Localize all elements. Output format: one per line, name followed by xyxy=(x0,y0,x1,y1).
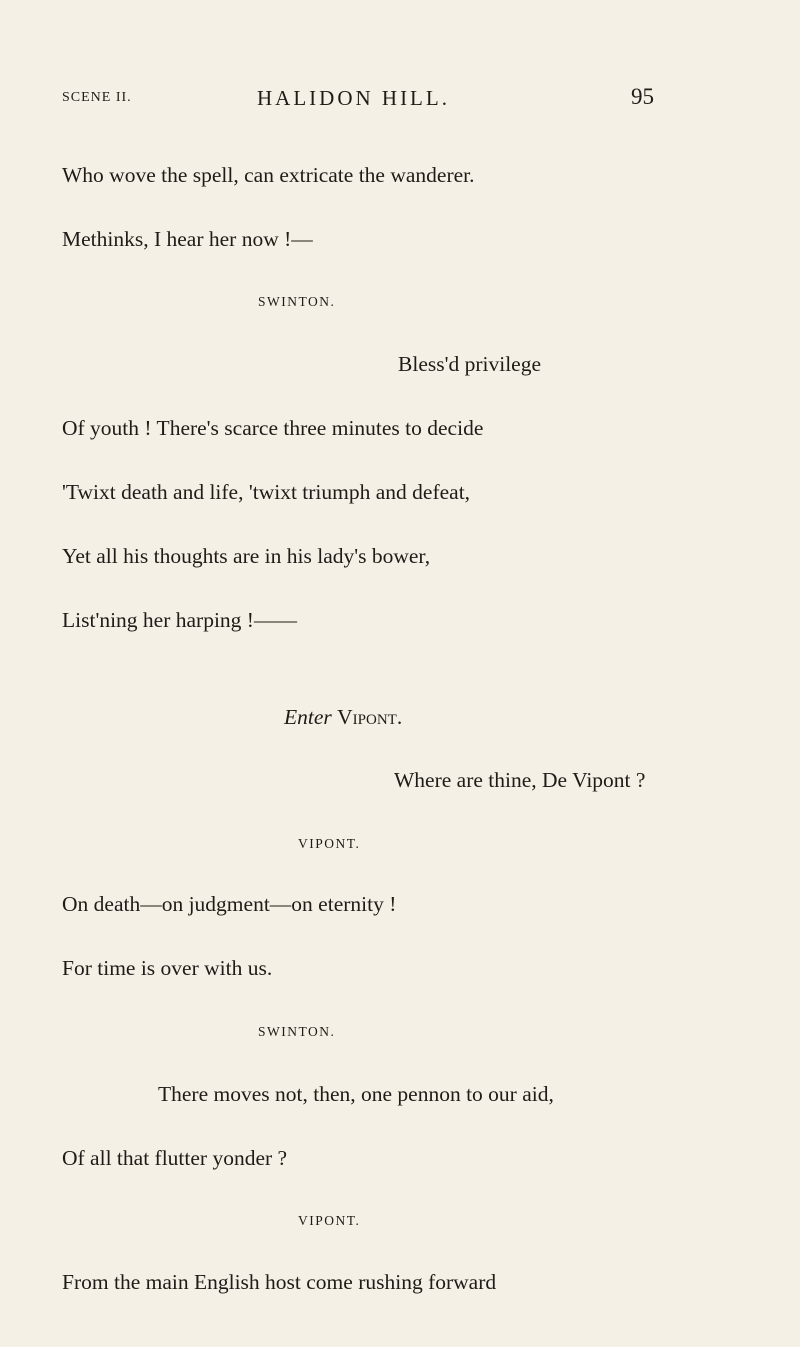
speaker-name: SWINTON. xyxy=(258,294,336,309)
verse-line: From the main English host come rushing forward xyxy=(62,1270,497,1294)
page-number: 95 xyxy=(631,84,654,109)
verse-line: List'ning her harping !—— xyxy=(62,608,297,632)
verse-line: Of youth ! There's scarce three minutes to decide xyxy=(62,416,484,440)
scene-label: SCENE II. xyxy=(62,90,132,105)
speaker-name: VIPONT. xyxy=(298,1213,361,1228)
verse-line: There moves not, then, one pennon to our aid, xyxy=(158,1082,554,1106)
verse-line: Of all that flutter yonder ? xyxy=(62,1146,288,1170)
verse-line: Bless'd privilege xyxy=(398,352,542,376)
speaker-name: VIPONT. xyxy=(298,836,361,851)
stage-direction-verb: Enter xyxy=(284,705,332,729)
verse-line: For time is over with us. xyxy=(62,956,273,980)
speaker-name: SWINTON. xyxy=(258,1024,336,1039)
verse-line: 'Twixt death and life, 'twixt triumph and defeat, xyxy=(62,480,471,504)
running-title: HALIDON HILL. xyxy=(257,86,450,110)
verse-line: On death—on judgment—on eternity ! xyxy=(62,892,397,916)
verse-line: Who wove the spell, can extricate the wanderer. xyxy=(62,163,475,187)
stage-direction-character: Vipont. xyxy=(337,705,403,729)
verse-line: Yet all his thoughts are in his lady's bower, xyxy=(62,544,431,568)
verse-line: Methinks, I hear her now !— xyxy=(62,227,313,251)
running-head xyxy=(62,86,654,116)
verse-line: Where are thine, De Vipont ? xyxy=(394,768,646,792)
stage-direction xyxy=(284,705,402,730)
